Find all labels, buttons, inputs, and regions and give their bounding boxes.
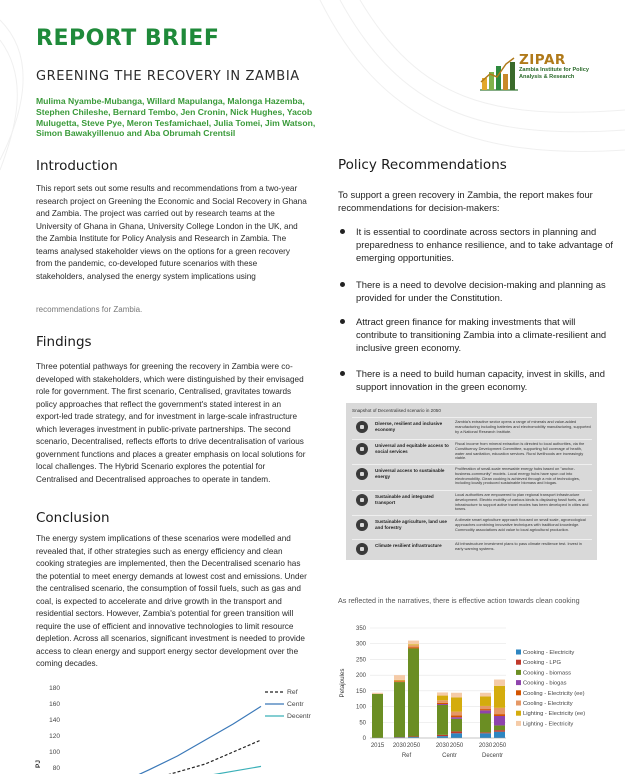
bar-segment: [408, 644, 419, 645]
bar-segment: [494, 725, 505, 730]
y-tick-label: 250: [355, 657, 366, 664]
legend-label: Cooling - Electricity (ee): [523, 690, 585, 697]
bar-segment: [372, 694, 383, 738]
findings-heading: Findings: [36, 334, 92, 350]
legend-label: Ref: [287, 689, 298, 696]
snapshot-row-desc: Fiscal income from mineral extraction is directed to local authorities, via the Constituency Development Committee, supporting full coverage of health, water and sanitation, education services. Rural livelihoods are increasingly viable.: [455, 441, 585, 461]
bar-segment: [394, 675, 405, 680]
bar-segment: [437, 704, 448, 705]
snapshot-row: [352, 439, 592, 460]
findings-text: Three potential pathways for greening the recovery in Zambia were co-developed with stakeholders, which were distinguished by their envisaged role for government. The first scenario, Centralised, gravitates towards policy approaches that reflect the government's stated interest in an export-led trade strategy, and for investment in large-scale infrastructure which leverages investment in public-private partnerships. The second scenario, Decentralised, reflects efforts to drive decentralisation of various government functions and places a greater emphasis on local solutions for local challenges. The Hybrid Scenario explores the potential for Centralised and Decentralised approaches to operate in tandem.: [36, 362, 306, 484]
page-title: GREENING THE RECOVERY IN ZAMBIA: [36, 69, 300, 84]
scenario-snapshot-table: [346, 403, 597, 560]
snapshot-row-desc: All infrastructure investment plans to pass climate resilience test. Invest in early warning systems.: [455, 541, 582, 551]
series-line: [66, 766, 261, 774]
x-tick-label: 2050: [406, 743, 421, 749]
y-tick-label: 150: [355, 688, 366, 695]
legend-swatch: [516, 650, 521, 655]
snapshot-row-name: Sustainable and integrated transport: [375, 494, 434, 505]
logo-name: ZIPAR: [519, 52, 566, 68]
y-axis-label: Petajoules: [339, 668, 346, 698]
bar-segment: [394, 680, 405, 681]
bar-segment: [451, 712, 462, 716]
legend-swatch: [516, 701, 521, 706]
bar-segment: [372, 693, 383, 694]
y-tick-label: 120: [49, 733, 60, 740]
y-tick-label: 180: [49, 685, 60, 692]
snapshot-row-name: Sustainable agriculture, land use and forestry: [375, 519, 447, 530]
chart-caption: As reflected in the narratives, there is effective action towards clean cooking: [338, 596, 580, 605]
legend-label: Cooking - Electricity: [523, 650, 575, 656]
logo-subtitle: Zambia Institute for Policy Analysis & Research: [519, 67, 589, 80]
snapshot-row-desc: A climate smart agriculture approach focused on small scale, agroecological approaches combining innovative techniques with traditional knowledge. Commodity associations add value to local agricultural production.: [455, 517, 586, 532]
bar-segment: [437, 703, 448, 704]
introduction-text: This report sets out some results and recommendations from a two-year research project on Greening the Economic and Social Recovery in Ghana and Zambia. The project was carried out by research teams at the University of Ghana in Ghana, University College London in the UK, and the Zambia Institute for Policy Analysis and Research in Zambia. The teams analysed stakeholder views on the options for a green recovery from the pandemic, co-developed future scenarios with these stakeholders, analysed the energy system implications using: [36, 184, 307, 281]
bar-segment: [480, 693, 491, 697]
line-chart: [36, 680, 326, 774]
bar-segment: [480, 709, 491, 710]
legend-label: Lighting - Electricity (ee): [523, 711, 586, 718]
introduction-heading: Introduction: [36, 158, 118, 174]
leaf-icon: [356, 421, 368, 433]
y-tick-label: 100: [355, 704, 366, 711]
snapshot-row-desc: Proliferation of small-scale renewable energy hubs based on "anchor-business-community" models. Local energy hubs have spun out into electromobility. Clean cooking is achieved through a mix of technologies, including locally produced sustainable biomass and biogas.: [455, 466, 580, 486]
bar-segment: [480, 710, 491, 713]
legend-label: Decentr: [287, 713, 311, 720]
y-tick-label: 140: [49, 717, 60, 724]
snapshot-row-name: Climate resilient infrastructure: [375, 543, 442, 548]
bar-segment: [451, 693, 462, 698]
legend-label: Cooking - biomass: [523, 670, 572, 677]
snapshot-row: [352, 417, 592, 438]
water-drop-icon: [356, 543, 368, 555]
bar-segment: [451, 715, 462, 717]
y-tick-label: 160: [49, 701, 60, 708]
bar-segment: [437, 696, 448, 701]
bar-segment: [408, 736, 419, 737]
bar-segment: [408, 648, 419, 736]
x-tick-label: 2030: [435, 743, 450, 749]
bar-segment: [480, 713, 491, 732]
snapshot-row-desc: Zambia's extractive sector opens a range of minerals and value-added manufacturing including batteries and electromobility manufacturing, supported by a National Research Institute.: [455, 419, 591, 434]
bar-segment: [408, 641, 419, 645]
bar-segment: [451, 697, 462, 711]
bar-segment: [408, 647, 419, 648]
legend-label: Cooking - LPG: [523, 660, 562, 667]
legend-label: Cooling - Electricity: [523, 701, 573, 707]
x-tick-label: 2050: [492, 743, 507, 749]
bar-segment: [394, 682, 405, 737]
bar-segment: [494, 708, 505, 714]
bar-segment: [437, 692, 448, 695]
bar-segment: [394, 680, 405, 681]
x-tick-label: 2050: [449, 743, 464, 749]
bar-segment: [480, 732, 491, 733]
report-brief-label: REPORT BRIEF: [36, 26, 220, 51]
introduction-cut-line: [36, 305, 143, 316]
bar-segment: [408, 645, 419, 647]
legend-swatch: [516, 670, 521, 675]
bar-segment: [437, 735, 448, 736]
bar-segment: [437, 700, 448, 703]
recommendation-item: It is essential to coordinate across sectors in planning and preparedness to enhance resilience, and to take advantage of emerging opportunities.: [338, 225, 613, 265]
bar-segment: [451, 717, 462, 719]
x-tick-label: 2030: [478, 743, 493, 749]
snapshot-row-desc: Local authorities are empowered to plan regional transport infrastructure development. Electric mobility of various kinds is displacing fossil fuels, and infrastructure to support active travel modes has been developed in cities and towns.: [455, 492, 589, 512]
y-tick-label: 350: [355, 626, 366, 632]
y-tick-label: 80: [52, 765, 60, 772]
bar-segment: [451, 733, 462, 738]
legend-label: Cooking - biogas: [523, 680, 567, 687]
bar-segment: [437, 705, 448, 735]
y-tick-label: 200: [355, 673, 366, 680]
introduction-cut-text: recommendations for Zambia.: [36, 305, 143, 314]
bar-segment: [494, 732, 505, 738]
recommendations-list: [338, 225, 613, 393]
conclusion-heading: Conclusion: [36, 510, 110, 526]
bar-segment: [480, 706, 491, 709]
legend-label: Centr: [287, 701, 304, 708]
bar-segment: [394, 681, 405, 682]
group-label: Ref: [401, 753, 412, 759]
series-line: [66, 706, 261, 774]
snapshot-title: Snapshot of Decentralised scenario in 2050: [352, 408, 441, 413]
bar-segment: [494, 686, 505, 708]
bar-segment: [451, 719, 462, 732]
snapshot-row-name: Universal access to sustainable energy: [375, 468, 445, 479]
bar-segment: [494, 716, 505, 725]
snapshot-row-name: Universal and equitable access to social services: [375, 443, 449, 454]
x-tick-label: 2015: [370, 743, 385, 749]
bus-icon: [356, 494, 368, 506]
stacked-bar-chart: [336, 620, 618, 770]
legend-swatch: [516, 680, 521, 685]
snapshot-row: [352, 464, 592, 485]
recommendation-item: Attract green finance for making investments that will contribute to transitioning Zambia into a climate-resilient and inclusive green economy.: [338, 315, 613, 355]
snapshot-row: [352, 515, 592, 536]
authors-list: Mulima Nyambe-Mubanga, Willard Mapulanga, Malonga Hazemba, Stephen Chileshe, Bernard Tembo, Jen Cronin, Nick Hughes, Yacob Mulugetta, Steve Pye, Meron Tesfamichael, Julia Tomei, Jim Watson, Simon Bawakyillenuo and Aba Obrumah Crentsil: [36, 96, 316, 139]
y-tick-label: 50: [359, 720, 366, 727]
bar-segment: [480, 733, 491, 738]
group-label: Decentr: [481, 753, 504, 759]
people-icon: [356, 443, 368, 455]
bar-segment: [494, 714, 505, 716]
y-axis-label: PJ: [35, 760, 42, 768]
legend-swatch: [516, 660, 521, 665]
conclusion-text: The energy system implications of these scenarios were modelled and revealed that, if other strategies such as energy efficiency and clean cooking strategies are implemented, then the Decentralised scenario has the potential to meet energy demands at lowest cost and emissions. Under the centralised scenario, the consumption of fossil fuels, such as gas and coal, is expected to accelerate and drive growth in the transport and residential sectors. However, Zambia's potential for green transition will require the use of efficient and innovative technologies to limit resource depletion. Across all scenarios, significant investment is needed to provide access to clean energy and support energy sector development over the coming decades.: [36, 534, 307, 668]
tree-icon: [356, 519, 368, 531]
x-tick-label: 2030: [392, 743, 407, 749]
lightbulb-icon: [356, 468, 368, 480]
bar-segment: [451, 731, 462, 733]
y-tick-label: 100: [49, 749, 60, 756]
snapshot-row: [352, 490, 592, 511]
legend-swatch: [516, 690, 521, 695]
policy-heading: Policy Recommendations: [338, 157, 507, 173]
policy-intro-text: To support a green recovery in Zambia, the report makes four recommendations for decision-makers:: [338, 189, 593, 214]
bar-segment: [480, 697, 491, 706]
recommendation-item: There is a need to build human capacity, invest in skills, and support innovation in the green economy.: [338, 367, 613, 393]
snapshot-row: [352, 539, 592, 560]
legend-swatch: [516, 711, 521, 716]
y-tick-label: 0: [362, 736, 366, 742]
recommendation-item: There is a need to devolve decision-making and planning as provided for under the Constitution.: [338, 278, 613, 304]
legend-swatch: [516, 721, 521, 726]
bar-segment: [494, 730, 505, 732]
snapshot-row-name: Diverse, resilient and inclusive economy: [375, 421, 443, 432]
group-label: Centr: [442, 753, 457, 759]
legend-label: Lighting - Electricity: [523, 721, 574, 728]
y-tick-label: 300: [355, 641, 366, 648]
bar-segment: [494, 680, 505, 686]
series-line: [66, 740, 261, 774]
